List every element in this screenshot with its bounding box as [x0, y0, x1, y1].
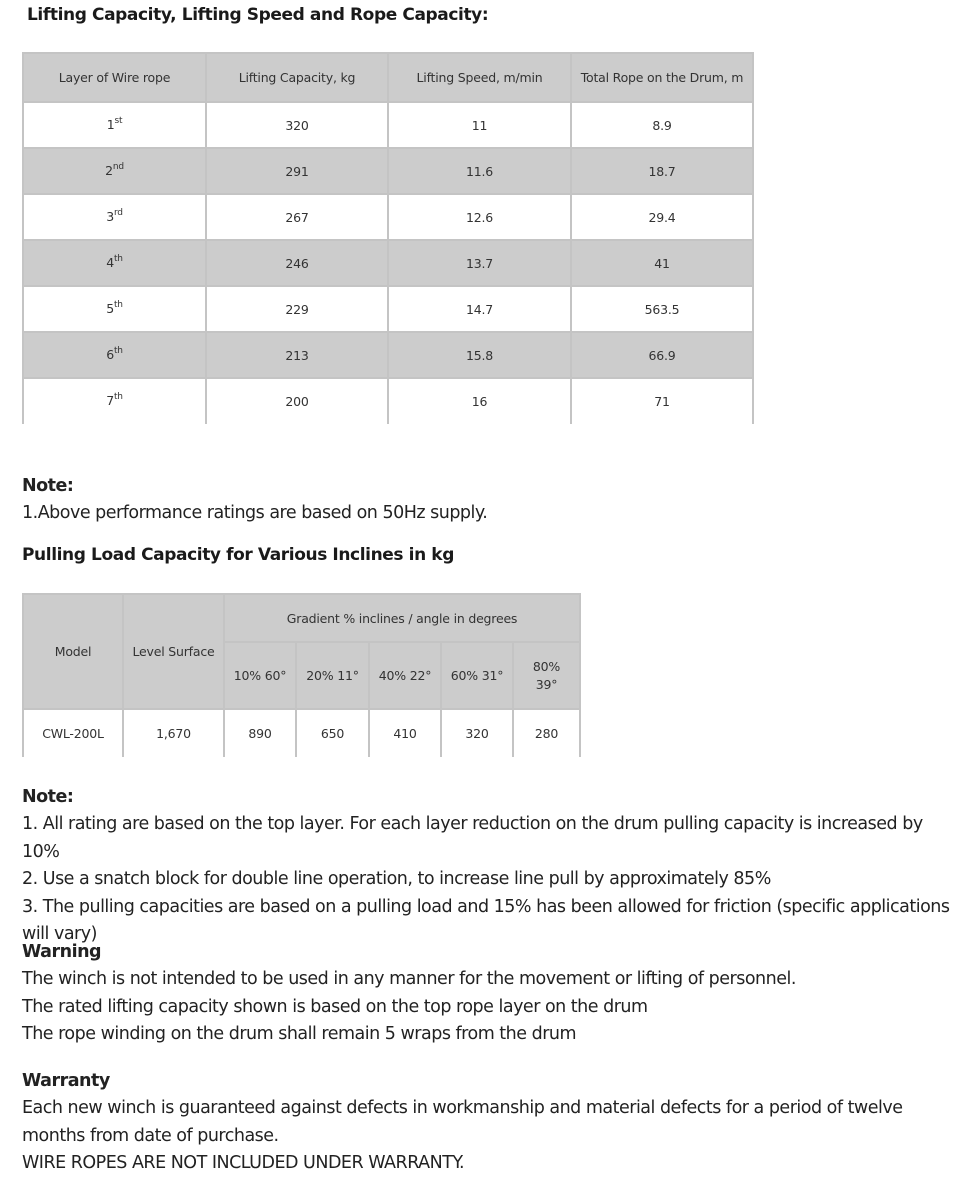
column-header-gradient: 80% 39° — [513, 642, 580, 709]
speed-cell: 16 — [388, 378, 571, 424]
column-header-gradient: 10% 60° — [224, 642, 296, 709]
column-header-gradient-group: Gradient % inclines / angle in degrees — [224, 594, 580, 642]
warning-line: The winch is not intended to be used in any manner for the movement or lifting of personnel. — [22, 969, 796, 990]
table-row — [23, 102, 753, 148]
table-header-row — [23, 594, 580, 642]
warranty-line: WIRE ROPES ARE NOT INCLUDED UNDER WARRANTY. — [22, 1153, 465, 1174]
note-heading: Note: — [22, 476, 74, 496]
speed-cell: 12.6 — [388, 194, 571, 240]
table-row — [23, 148, 753, 194]
rope-cell: 29.4 — [571, 194, 753, 240]
capacity-cell: 291 — [206, 148, 388, 194]
speed-cell: 13.7 — [388, 240, 571, 286]
capacity-cell: 200 — [206, 378, 388, 424]
table-row — [23, 332, 753, 378]
rope-cell: 563.5 — [571, 286, 753, 332]
layer-cell: 2nd — [23, 148, 206, 194]
warning-heading: Warning — [22, 942, 102, 962]
warning-section — [22, 939, 796, 1049]
table-row — [23, 286, 753, 332]
note-line: 1.Above performance ratings are based on 50Hz supply. — [22, 503, 488, 523]
column-header-gradient: 40% 22° — [369, 642, 441, 709]
layer-cell: 1st — [23, 102, 206, 148]
table-row — [23, 194, 753, 240]
gradient-value-cell: 650 — [296, 709, 369, 757]
column-header-gradient: 20% 11° — [296, 642, 369, 709]
note-line: 3. The pulling capacities are based on a pulling load and 15% has been allowed for friction (specific applications will vary) — [22, 896, 950, 945]
speed-cell: 11 — [388, 102, 571, 148]
capacity-cell: 320 — [206, 102, 388, 148]
pulling-load-heading: Pulling Load Capacity for Various Inclines in kg — [22, 545, 454, 565]
gradient-value-cell: 280 — [513, 709, 580, 757]
gradient-value-cell: 890 — [224, 709, 296, 757]
table-row — [23, 709, 580, 757]
rope-cell: 18.7 — [571, 148, 753, 194]
table-row — [23, 240, 753, 286]
warning-line: The rope winding on the drum shall remain 5 wraps from the drum — [22, 1024, 577, 1045]
layer-cell: 5th — [23, 286, 206, 332]
lifting-capacity-table — [22, 52, 754, 424]
column-header-capacity: Lifting Capacity, kg — [206, 53, 388, 102]
table-header-row — [23, 53, 753, 102]
warranty-heading: Warranty — [22, 1071, 110, 1091]
capacity-cell: 229 — [206, 286, 388, 332]
rope-cell: 8.9 — [571, 102, 753, 148]
warranty-line: Each new winch is guaranteed against defects in workmanship and material defects for a period of twelve months from date of purchase. — [22, 1098, 903, 1146]
note-line: 2. Use a snatch block for double line operation, to increase line pull by approximately 85% — [22, 869, 771, 890]
column-header-gradient: 60% 31° — [441, 642, 513, 709]
warranty-section — [22, 1068, 957, 1178]
note-pulling — [22, 784, 962, 948]
level-surface-cell: 1,670 — [123, 709, 224, 757]
speed-cell: 11.6 — [388, 148, 571, 194]
warning-line: The rated lifting capacity shown is based on the top rope layer on the drum — [22, 996, 648, 1017]
layer-cell: 6th — [23, 332, 206, 378]
note-performance — [22, 473, 487, 527]
capacity-cell: 267 — [206, 194, 388, 240]
model-cell: CWL-200L — [23, 709, 123, 757]
pulling-load-table — [22, 593, 581, 757]
speed-cell: 15.8 — [388, 332, 571, 378]
table-row — [23, 378, 753, 424]
layer-cell: 3rd — [23, 194, 206, 240]
gradient-value-cell: 320 — [441, 709, 513, 757]
layer-cell: 4th — [23, 240, 206, 286]
note-line: 1. All rating are based on the top layer. For each layer reduction on the drum pulling capacity is increased by 10% — [22, 814, 923, 862]
rope-cell: 71 — [571, 378, 753, 424]
lifting-capacity-heading: Lifting Capacity, Lifting Speed and Rope Capacity: — [27, 5, 489, 25]
speed-cell: 14.7 — [388, 286, 571, 332]
capacity-cell: 213 — [206, 332, 388, 378]
column-header-rope: Total Rope on the Drum, m — [571, 53, 753, 102]
rope-cell: 41 — [571, 240, 753, 286]
column-header-speed: Lifting Speed, m/min — [388, 53, 571, 102]
column-header-model: Model — [23, 594, 123, 709]
rope-cell: 66.9 — [571, 332, 753, 378]
capacity-cell: 246 — [206, 240, 388, 286]
layer-cell: 7th — [23, 378, 206, 424]
note-heading: Note: — [22, 787, 74, 807]
column-header-layer: Layer of Wire rope — [23, 53, 206, 102]
column-header-level-surface: Level Surface — [123, 594, 224, 709]
gradient-value-cell: 410 — [369, 709, 441, 757]
